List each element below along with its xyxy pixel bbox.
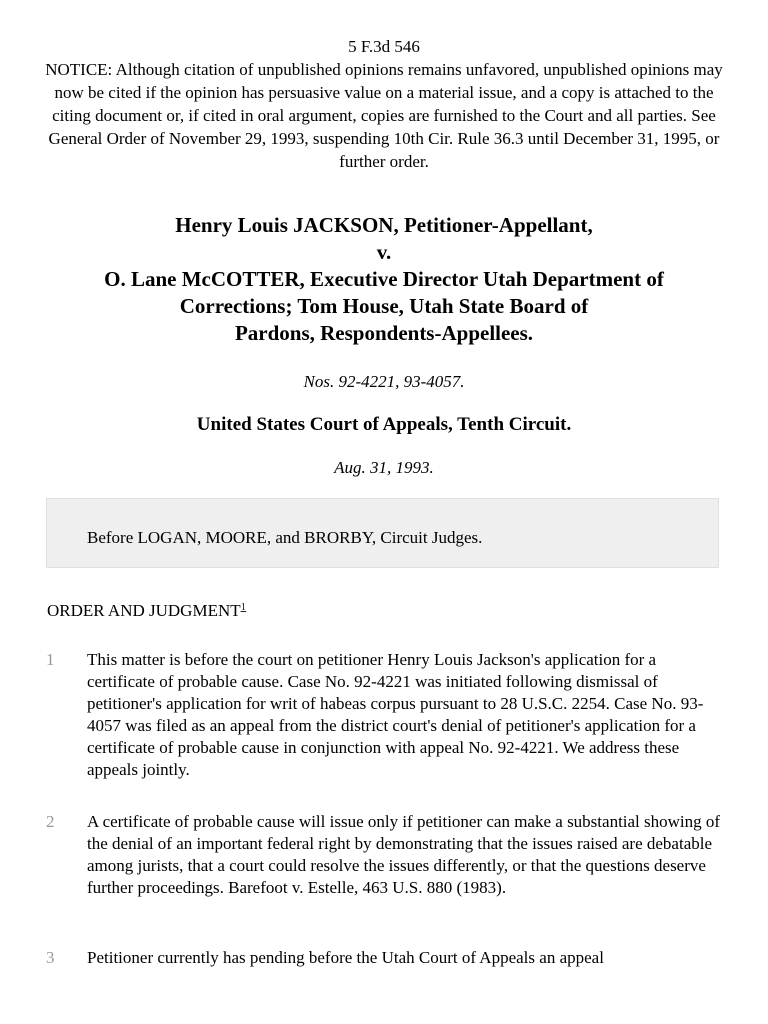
paragraph-text: A certificate of probable cause will issue only if petitioner can make a substantial showing of the denial of an important federal right by demonstrating that the issues raised are debatable among jurists, that a court could resolve the issues differently, or that the questions deserve further proceedings. Barefoot v. Estelle, 463 U.S. 880 (1983). — [87, 812, 721, 897]
respondents-line-1: O. Lane McCOTTER, Executive Director Utah Department of — [104, 267, 664, 291]
case-caption — [30, 212, 738, 347]
petitioner-name: Henry Louis JACKSON, Petitioner-Appellant, — [175, 213, 593, 237]
reporter-citation: 5 F.3d 546 — [348, 37, 420, 56]
document-header — [40, 35, 728, 173]
footnote-link[interactable]: 1 — [240, 601, 247, 613]
paragraph-number: 3 — [46, 948, 55, 967]
paragraph-text: Petitioner currently has pending before the Utah Court of Appeals an appeal — [87, 948, 604, 967]
versus-label: v. — [376, 240, 392, 264]
respondents-line-2: Corrections; Tom House, Utah State Board of — [179, 294, 589, 318]
court-name: United States Court of Appeals, Tenth Circuit. — [196, 414, 572, 435]
paragraph-number: 2 — [46, 812, 55, 831]
paragraph-text: This matter is before the court on petitioner Henry Louis Jackson's application for a certificate of probable cause. Case No. 92-4221 was initiated following dismissal of petitioner's application for writ of habeas corpus pursuant to 28 U.S.C. 2254. Case No. 93-4057 was filed as an appeal from the district court's denial of petitioner's application for a certificate of probable cause in conjunction with appeal No. 92-4221. We address these appeals jointly. — [87, 650, 704, 779]
judges-panel — [46, 498, 719, 568]
judges-text: Before LOGAN, MOORE, and BRORBY, Circuit Judges. — [87, 528, 483, 547]
paragraph-number: 1 — [46, 650, 55, 669]
decision-date: Aug. 31, 1993. — [334, 458, 434, 477]
order-heading-text: ORDER AND JUDGMENT — [47, 601, 241, 620]
docket-numbers: Nos. 92-4221, 93-4057. — [303, 372, 465, 391]
unpublished-notice: NOTICE: Although citation of unpublished opinions remains unfavored, unpublished opinions may now be cited if the opinion has persuasive value on a material issue, and a copy is attached to the citing document or, if cited in oral argument, copies are furnished to the Court and all parties. See General Order of November 29, 1993, suspending 10th Cir. Rule 36.3 until December 31, 1995, or further order. — [45, 60, 723, 171]
respondents-line-3: Pardons, Respondents-Appellees. — [234, 321, 534, 345]
order-heading — [47, 596, 246, 622]
